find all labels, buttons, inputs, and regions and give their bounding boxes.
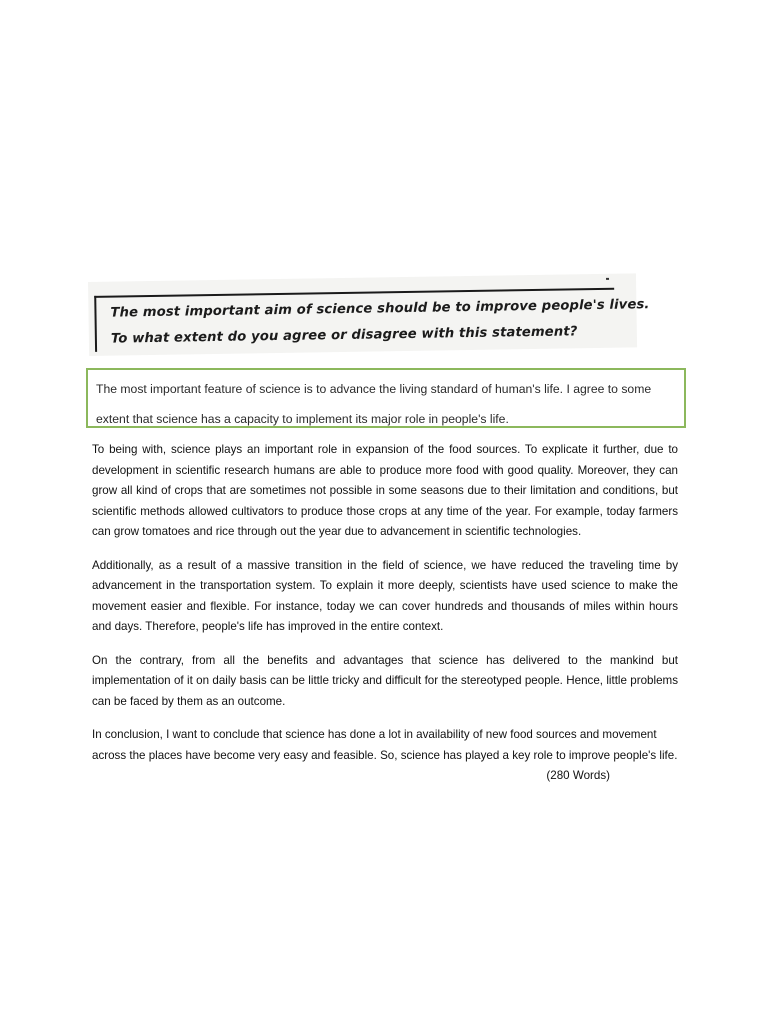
essay-body <box>92 440 678 787</box>
intro-box <box>86 368 686 428</box>
essay-paragraph-2: Additionally, as a result of a massive transition in the field of science, we have reduced the traveling time by advancement in the transportation system. To explain it more deeply, scientists have used science to make the movement easier and flexible. For instance, today we can cover hundreds and thousands of miles within hours and days. Therefore, people's life has improved in the entire context. <box>92 558 678 633</box>
prompt-line-1: The most important aim of science should be to improve people's lives. <box>110 297 650 321</box>
essay-paragraph-3: On the contrary, from all the benefits and advantages that science has delivered to the mankind but implementation of it on daily basis can be little tricky and difficult for the stereotyped people. Hence, little problems can be faced by them as an outcome. <box>92 653 678 708</box>
conclusion-text: In conclusion, I want to conclude that science has done a lot in availability of new food sources and movement across the places have become very easy and feasible. So, science has played a key role to improve people's life. <box>92 728 678 762</box>
scan-mark <box>606 278 609 280</box>
intro-text: The most important feature of science is to advance the living standard of human's life. I agree to some extent that science has a capacity to implement its major role in people's life. <box>96 382 652 426</box>
prompt-border-top <box>94 288 614 298</box>
prompt-line-2: To what extent do you agree or disagree with this statement? <box>110 324 578 347</box>
scanned-prompt <box>88 273 650 356</box>
word-count: (280 Words) <box>546 769 610 782</box>
prompt-border-left <box>94 296 97 352</box>
essay-paragraph-4 <box>92 725 678 782</box>
essay-paragraph-1: To being with, science plays an important role in expansion of the food sources. To explicate it further, due to development in scientific research humans are able to produce more food with good quality. Moreover, they can grow all kind of crops that are sometimes not possible in some seasons due to their limitation and conditions, but scientific methods allowed cultivators to produce those crops at any time of the year. For example, today farmers can grow tomatoes and rice through out the year due to advancement in scientific technologies. <box>92 443 678 538</box>
